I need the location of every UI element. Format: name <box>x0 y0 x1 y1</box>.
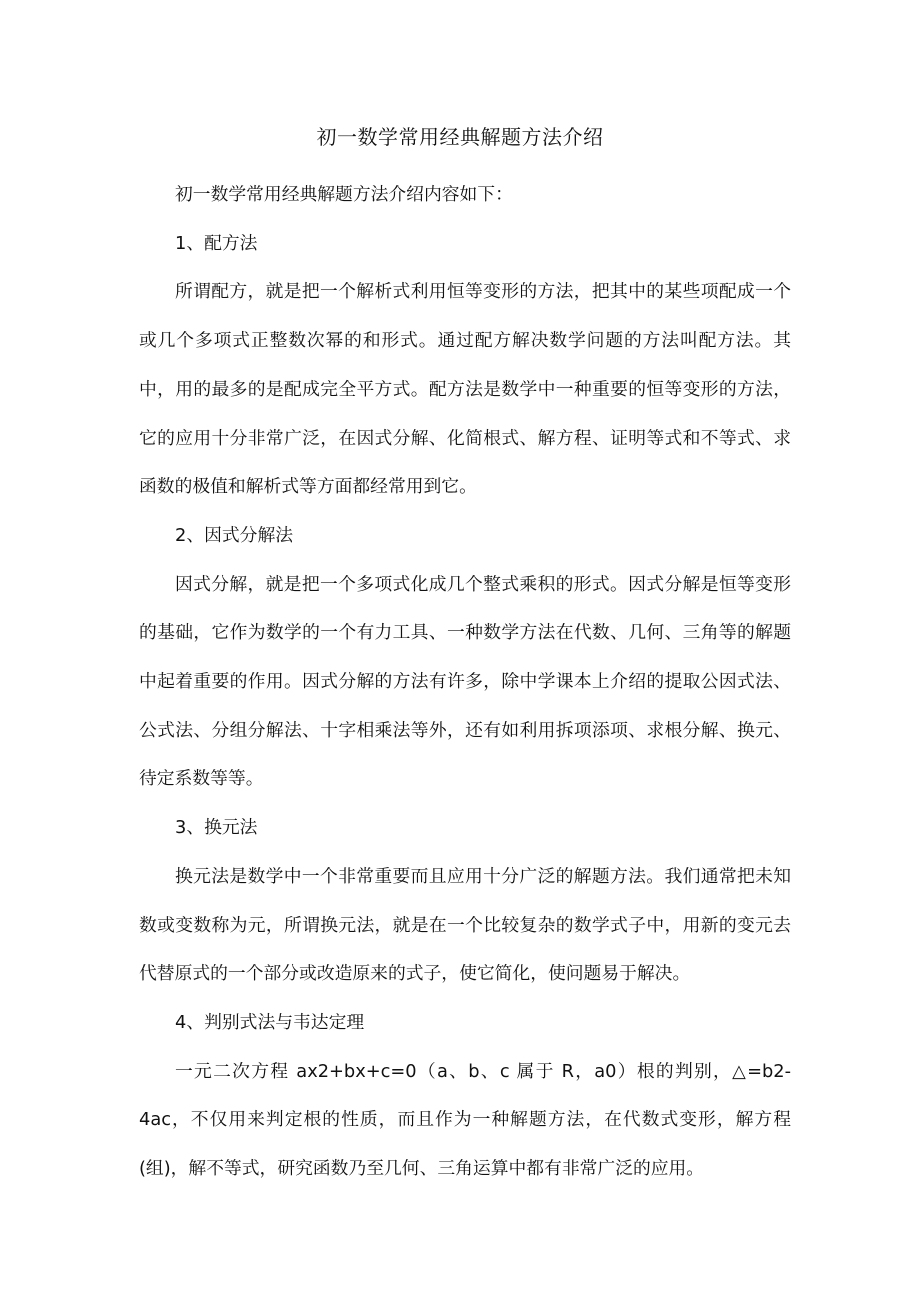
section-text-discriminant: 一元二次方程 ax2+bx+c=0（a、b、c 属于 R，a0）根的判别，△=b2-4ac，不仅用来判定根的性质，而且作为一种解题方法，在代数式变形，解方程(组)，解不等式，研究函数乃至几何、三角运算中都有非常广泛的应用。 <box>139 1060 791 1180</box>
section-heading-substitution: 3、换元法 <box>175 817 258 839</box>
section-heading-factorization: 2、因式分解法 <box>175 524 294 546</box>
section-text-substitution: 换元法是数学中一个非常重要而且应用十分广泛的解题方法。我们通常把未知数或变数称为元，所谓换元法，就是在一个比较复杂的数学式子中，用新的变元去代替原式的一个部分或改造原来的式子，使它简化，使问题易于解决。 <box>139 865 791 985</box>
section-text-completing-square: 所谓配方，就是把一个解析式利用恒等变形的方法，把其中的某些项配成一个或几个多项式正整数次幂的和形式。通过配方解决数学问题的方法叫配方法。其中，用的最多的是配成完全平方式。配方法是数学中一种重要的恒等变形的方法，它的应用十分非常广泛，在因式分解、化简根式、解方程、证明等式和不等式、求函数的极值和解析式等方面都经常用到它。 <box>139 281 791 498</box>
section-heading-completing-square: 1、配方法 <box>175 232 258 254</box>
section-heading-discriminant: 4、判别式法与韦达定理 <box>175 1011 365 1033</box>
document-body <box>139 171 791 1194</box>
intro-paragraph: 初一数学常用经典解题方法介绍内容如下： <box>175 184 513 205</box>
document-title: 初一数学常用经典解题方法介绍 <box>316 125 604 149</box>
section-text-factorization: 因式分解，就是把一个多项式化成几个整式乘积的形式。因式分解是恒等变形的基础，它作为数学的一个有力工具、一种数学方法在代数、几何、三角等的解题中起着重要的作用。因式分解的方法有许多，除中学课本上介绍的提取公因式法、公式法、分组分解法、十字相乘法等外，还有如利用拆项添项、求根分解、换元、待定系数等等。 <box>139 573 791 790</box>
